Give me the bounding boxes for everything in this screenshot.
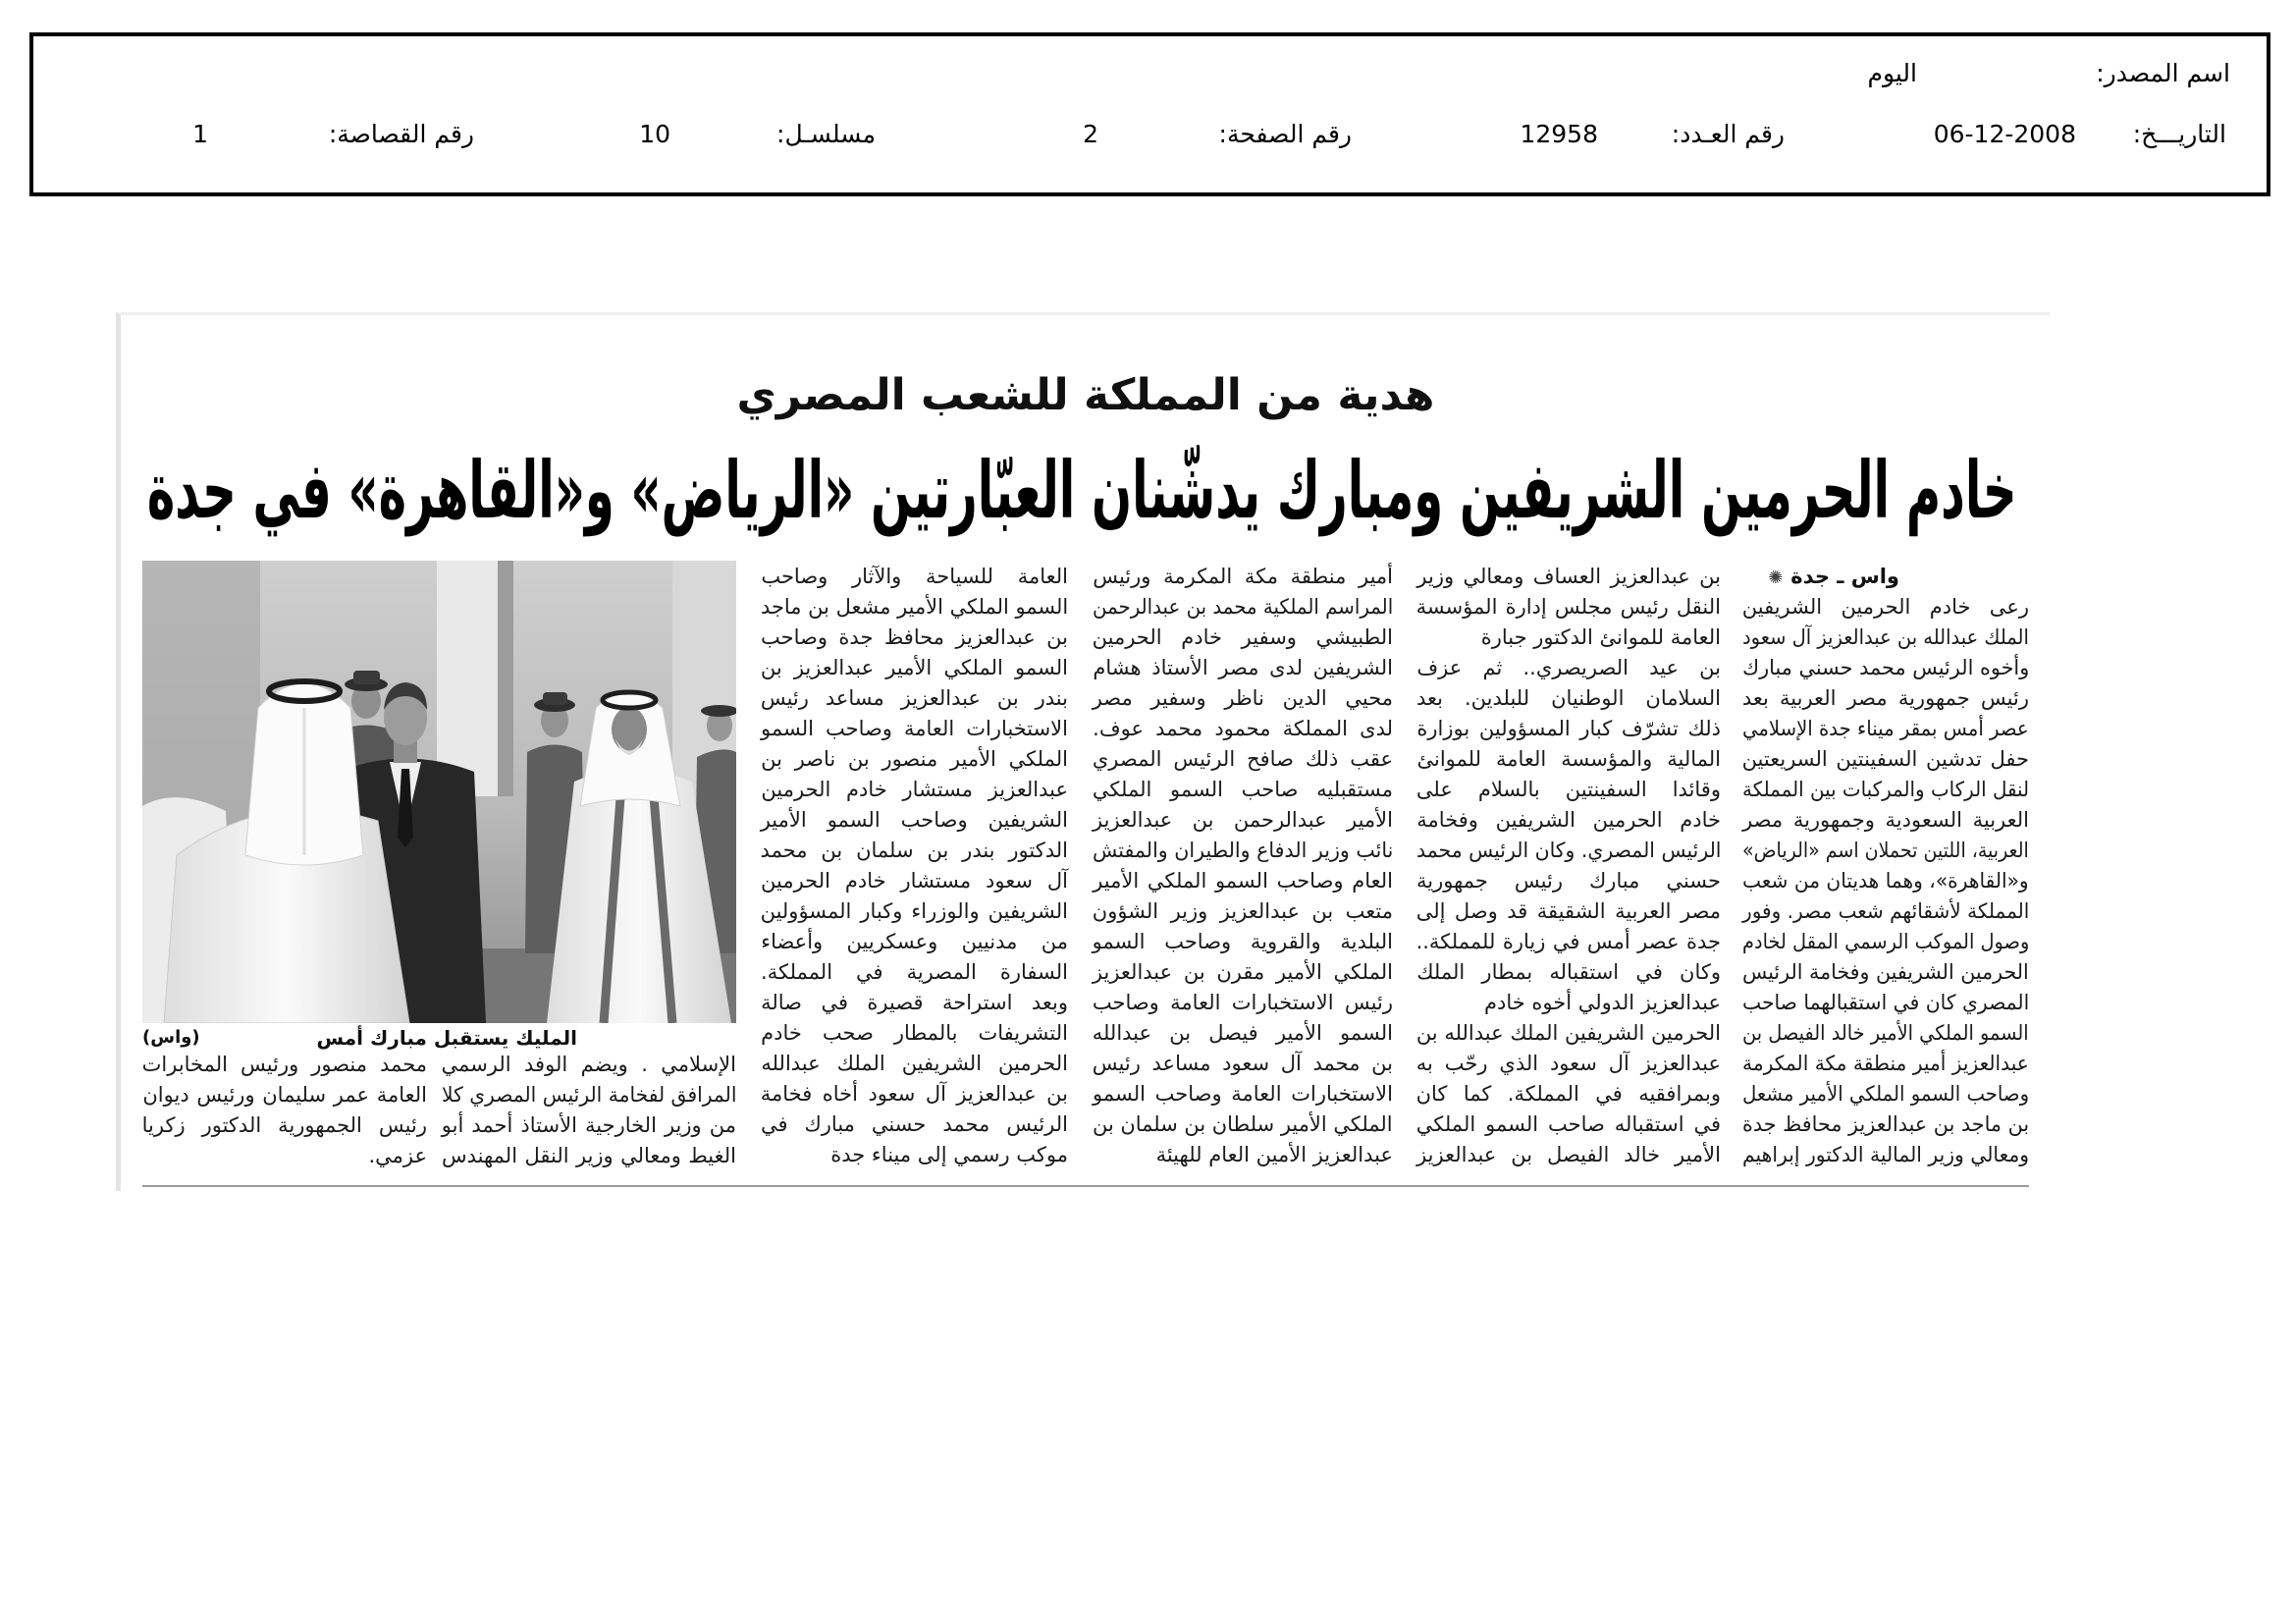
text-line-content: مصر العربية الشقيقة قد وصل إلى (1415, 899, 1721, 923)
text-line-content: الغيط ومعالي وزير النقل المهندس (441, 1144, 736, 1167)
text-line-content: الملكي الأمير منصور بن ناصر بن (761, 747, 1068, 771)
text-line (761, 1140, 1068, 1170)
text-line-content: الملكي الأمير مقرن بن عبدالعزيز (1092, 960, 1393, 984)
text-line (761, 1079, 1068, 1110)
date-value: 06-12-2008 (1933, 120, 2076, 148)
text-line-content: عزمي. (368, 1144, 427, 1167)
text-line-content: العامة عمر سليمان ورئيس ديوان (142, 1083, 427, 1107)
text-line (761, 957, 1068, 988)
text-line (1742, 683, 2029, 714)
text-line-content: بن ماجد بن عبدالعزيز محافظ جدة (1741, 1112, 2029, 1136)
text-line (1416, 988, 1721, 1018)
text-line-content: وقائدا السفينتين بالسلام على (1415, 778, 1721, 801)
article-column-2 (1416, 562, 1721, 1170)
text-line (1742, 836, 2029, 866)
text-line-content: الملكي الأمير سلطان بن سلمان بن (1093, 1112, 1393, 1136)
text-line (1416, 866, 1721, 896)
photo-caption-row (142, 1025, 736, 1051)
text-line-content: الشريفين وصاحب السمو الأمير (760, 808, 1068, 832)
text-line-content: أمير منطقة مكة المكرمة ورئيس (1093, 565, 1393, 588)
text-line-content: الحرمين الشريفين الملك عبدالله بن (1415, 1021, 1721, 1045)
text-line (442, 1080, 736, 1110)
text-line (761, 562, 1068, 592)
text-line (761, 1049, 1068, 1079)
text-line-content: السفارة المصرية في المملكة. (761, 960, 1068, 984)
text-line (1093, 1079, 1393, 1110)
text-line (1742, 1110, 2029, 1140)
text-line-content: المراسم الملكية محمد بن عبدالرحمن (1092, 595, 1393, 619)
text-line (761, 896, 1068, 927)
article-bottom-rule (142, 1185, 2029, 1187)
text-line (1416, 896, 1721, 927)
serial-value: 10 (639, 120, 670, 148)
text-line (1742, 623, 2029, 653)
text-line-content: لدى المملكة محمود محمد عوف. (1093, 717, 1393, 740)
text-line (1742, 744, 2029, 775)
text-line (1416, 562, 1721, 592)
page-label: رقم الصفحة: (1218, 120, 1352, 148)
text-line (1742, 1140, 2029, 1170)
source-value: اليوم (1867, 59, 1917, 87)
text-line-content: رئيس الجمهورية الدكتور زكريا (141, 1113, 427, 1137)
text-line (1742, 1049, 2029, 1079)
text-line (1093, 1110, 1393, 1140)
text-line-content: العام وصاحب السمو الملكي الأمير (1093, 869, 1393, 893)
text-line-content: ذلك تشرّف كبار المسؤولين بوزارة (1416, 717, 1721, 740)
text-line (1742, 957, 2029, 988)
text-line-content: رعى خادم الحرمين الشريفين (1741, 595, 2029, 619)
text-line (761, 836, 1068, 866)
text-line (761, 683, 1068, 714)
clip-number-label: رقم القصاصة: (328, 120, 474, 148)
text-line (1093, 866, 1393, 896)
text-line (1742, 866, 2029, 896)
text-line (761, 1110, 1068, 1140)
text-line-content: متعب بن عبدالعزيز وزير الشؤون (1092, 899, 1393, 923)
text-line (1742, 653, 2029, 683)
text-line-content: العربية السعودية وجمهورية مصر (1742, 808, 2029, 832)
text-line-content: آل سعود مستشار خادم الحرمين (761, 869, 1068, 893)
text-line-content: السلامان الوطنيان للبلدين. بعد (1415, 686, 1721, 710)
text-line (761, 988, 1068, 1018)
clipping-info-box (29, 32, 2270, 196)
text-line-content: محيي الدين ناظر وسفير مصر (1092, 686, 1393, 710)
text-line (1416, 1049, 1721, 1079)
text-line (1416, 744, 1721, 775)
text-line (1093, 714, 1393, 744)
text-line (761, 805, 1068, 836)
news-photo (142, 561, 736, 1023)
text-line (1093, 836, 1393, 866)
source-label: اسم المصدر: (2096, 59, 2230, 87)
article-column-6 (142, 1050, 427, 1171)
text-line (1093, 683, 1393, 714)
text-line-content: وبعد استراحة قصيرة في صالة (761, 991, 1068, 1014)
sun-ornament-icon (1768, 563, 1783, 593)
text-line-content: الرئيس محمد حسني مبارك في (761, 1112, 1068, 1136)
text-line (1093, 775, 1393, 805)
text-line-content: الأمير عبدالرحمن بن عبدالعزيز (1093, 808, 1393, 832)
text-line (761, 653, 1068, 683)
text-line-content: المالية والمؤسسة العامة للموانئ (1416, 747, 1721, 771)
photo-credit: (واس) (142, 1027, 200, 1048)
text-line (1093, 623, 1393, 653)
article-kicker: هدية من المملكة للشعب المصري (736, 370, 1435, 420)
text-line-content: الدكتور بندر بن سلمان بن محمد (760, 839, 1068, 862)
text-line-content: الشريفين والوزراء وكبار المسؤولين (760, 899, 1068, 923)
text-line-content: الحرمين الشريفين الملك عبدالله (761, 1052, 1068, 1075)
text-line (761, 714, 1068, 744)
text-line-content: رئيس الاستخبارات العامة وصاحب (1092, 991, 1393, 1014)
text-line (761, 592, 1068, 623)
text-line (1416, 1079, 1721, 1110)
text-line-content: السمو الملكي الأمير خالد الفيصل بن (1742, 1021, 2029, 1045)
text-line-content: السمو الملكي الأمير عبدالعزيز بن (760, 656, 1068, 679)
text-line (761, 866, 1068, 896)
article-headline (147, 444, 2017, 538)
text-line-content: الملك عبدالله بن عبدالعزيز آل سعود (1742, 625, 2029, 649)
text-line-content: الأمير خالد الفيصل بن عبدالعزيز (1416, 1143, 1721, 1166)
text-line (1093, 592, 1393, 623)
text-line-content: عبدالعزيز الأمين العام للهيئة (1155, 1143, 1393, 1166)
text-line-content: رئيس جمهورية مصر العربية بعد (1741, 686, 2029, 710)
text-line (1742, 714, 2029, 744)
text-line-content: وكان في استقباله بمطار الملك (1416, 960, 1721, 984)
clip-number-value: 1 (192, 120, 208, 148)
text-line (142, 1050, 427, 1080)
text-line-content: التشريفات بالمطار صحب خادم (761, 1021, 1068, 1045)
text-line (1416, 775, 1721, 805)
text-line (1416, 1110, 1721, 1140)
page-value: 2 (1083, 120, 1098, 148)
text-line (1093, 653, 1393, 683)
byline-text: واس ـ جدة (1790, 565, 1899, 588)
date-label: التاريـــخ: (2132, 120, 2226, 148)
text-line-content: نائب وزير الدفاع والطيران والمفتش (1092, 839, 1393, 862)
text-line-content: ومعالي وزير المالية الدكتور إبراهيم (1741, 1143, 2029, 1166)
text-line (1093, 896, 1393, 927)
text-line-content: خادم الحرمين الشريفين وفخامة (1416, 808, 1721, 832)
text-line (1093, 562, 1393, 592)
issue-value: 12958 (1520, 120, 1598, 148)
text-line-content: بن عبدالعزيز العساف ومعالي وزير (1416, 565, 1721, 588)
text-line-content: بن عيد الصريصري.. ثم عزف (1416, 656, 1721, 679)
text-line-content: العربية، اللتين تحملان اسم «الرياض» (1742, 839, 2029, 862)
text-line-content: البلدية والقروية وصاحب السمو (1092, 930, 1393, 953)
text-line (1416, 653, 1721, 683)
text-line (142, 1110, 427, 1141)
text-line (761, 775, 1068, 805)
text-line (1416, 957, 1721, 988)
text-line (1416, 805, 1721, 836)
text-line-content: السمو الأمير فيصل بن عبدالله (1092, 1021, 1393, 1045)
text-line (1093, 1049, 1393, 1079)
text-line-content: و«القاهرة»، وهما هديتان من شعب (1742, 869, 2029, 893)
text-line-content: من مدنيين وعسكريين وأعضاء (761, 930, 1068, 953)
text-line (1416, 592, 1721, 623)
serial-label: مسلسـل: (776, 120, 876, 148)
text-line-content: النقل رئيس مجلس إدارة المؤسسة (1415, 595, 1721, 619)
text-line-content: المصري كان في استقبالهما صاحب (1741, 991, 2029, 1014)
text-line-content: حفل تدشين السفينتين السريعتين (1741, 747, 2029, 771)
text-line-content: موكب رسمي إلى ميناء جدة (830, 1143, 1068, 1166)
text-line-content: عبدالعزيز الدولي أخوه خادم (1484, 991, 1721, 1014)
text-line (1093, 988, 1393, 1018)
text-line (1742, 1079, 2029, 1110)
text-line (1742, 896, 2029, 927)
article-byline (1742, 562, 2029, 592)
text-line-content: في استقباله صاحب السمو الملكي (1415, 1112, 1721, 1136)
article-column-5 (442, 1050, 736, 1171)
text-line-content: وصول الموكب الرسمي المقل لخادم (1741, 930, 2029, 953)
text-line-content: العامة للسياحة والآثار وصاحب (761, 565, 1068, 588)
text-line-content: من وزير الخارجية الأستاذ أحمد أبو (441, 1113, 736, 1137)
text-line (142, 1080, 427, 1110)
text-line (1416, 683, 1721, 714)
text-line-content: الطبيشي وسفير خادم الحرمين (1092, 625, 1393, 649)
text-line (1093, 805, 1393, 836)
text-line-content: بندر بن عبدالعزيز مساعد رئيس (760, 686, 1068, 710)
text-line (1416, 714, 1721, 744)
text-line (1093, 1018, 1393, 1049)
text-line (761, 1018, 1068, 1049)
text-line (1416, 1018, 1721, 1049)
text-line (442, 1050, 736, 1080)
text-line (1416, 836, 1721, 866)
text-line-content: بن عبدالعزيز محافظ جدة وصاحب (761, 625, 1068, 649)
text-line-content: الاستخبارات العامة وصاحب السمو (1092, 1082, 1393, 1106)
text-line (1742, 988, 2029, 1018)
article-column-4 (761, 562, 1068, 1170)
photo-caption: المليك يستقبل مبارك أمس (316, 1026, 577, 1050)
text-line-content: المرافق لفخامة الرئيس المصري كلا (441, 1083, 736, 1107)
text-line-content: مستقبليه صاحب السمو الملكي (1092, 778, 1393, 801)
text-line-content: وبمرافقيه في المملكة. كما كان (1415, 1082, 1721, 1106)
article-headline-text: خادم الحرمين الشريفين ومبارك يدشّنان العبّارتين «الرياض» و«القاهرة» في جدة (147, 445, 2017, 536)
text-line-content: عصر أمس بمقر ميناء جدة الإسلامي (1742, 717, 2029, 740)
text-line-content: حسني مبارك رئيس جمهورية (1416, 869, 1721, 893)
text-line (1742, 592, 2029, 623)
text-line (1742, 1018, 2029, 1049)
text-line (761, 927, 1068, 957)
text-line-content: العامة للموانئ الدكتور جبارة (1480, 625, 1721, 649)
text-line (761, 744, 1068, 775)
article-column-3 (1093, 562, 1393, 1170)
text-line (1093, 927, 1393, 957)
text-line-content: وأخوه الرئيس محمد حسني مبارك (1741, 656, 2029, 679)
text-line-content: وصاحب السمو الملكي الأمير مشعل (1741, 1082, 2029, 1106)
article-column-1 (1742, 592, 2029, 1170)
text-line (142, 1141, 427, 1171)
text-line (1416, 623, 1721, 653)
text-line-content: الشريفين لدى مصر الأستاذ هشام (1093, 656, 1393, 679)
text-line (1742, 805, 2029, 836)
text-line-content: الإسلامي . ويضم الوفد الرسمي (441, 1053, 736, 1076)
text-line-content: محمد منصور ورئيس المخابرات (141, 1053, 427, 1076)
text-line (442, 1110, 736, 1141)
text-line (1742, 927, 2029, 957)
text-line (442, 1141, 736, 1171)
text-line-content: عقب ذلك صافح الرئيس المصري (1092, 747, 1393, 771)
text-line-content: عبدالعزيز مستشار خادم الحرمين (761, 778, 1068, 801)
text-line-content: عبدالعزيز آل سعود الذي رحّب به (1415, 1052, 1721, 1075)
text-line (1093, 1140, 1393, 1170)
text-line-content: لنقل الركاب والمركبات بين المملكة (1741, 778, 2029, 801)
text-line-content: جدة عصر أمس في زيارة للمملكة.. (1415, 930, 1721, 953)
issue-label: رقم العـدد: (1671, 120, 1785, 148)
text-line (1742, 775, 2029, 805)
text-line (1093, 957, 1393, 988)
text-line-content: الاستخبارات العامة وصاحب السمو (761, 717, 1068, 740)
text-line (1093, 744, 1393, 775)
text-line-content: المملكة لأشقائهم شعب مصر. وفور (1741, 899, 2029, 923)
text-line-content: بن محمد آل سعود مساعد رئيس (1092, 1052, 1393, 1075)
text-line-content: بن عبدالعزيز آل سعود أخاه فخامة (760, 1082, 1068, 1106)
text-line (761, 623, 1068, 653)
text-line (1416, 927, 1721, 957)
text-line-content: عبدالعزيز أمير منطقة مكة المكرمة (1742, 1052, 2029, 1075)
text-line-content: الحرمين الشريفين وفخامة الرئيس (1742, 960, 2029, 984)
text-line-content: الرئيس المصري. وكان الرئيس محمد (1415, 839, 1721, 862)
text-line (1416, 1140, 1721, 1170)
text-line-content: السمو الملكي الأمير مشعل بن ماجد (760, 595, 1068, 619)
